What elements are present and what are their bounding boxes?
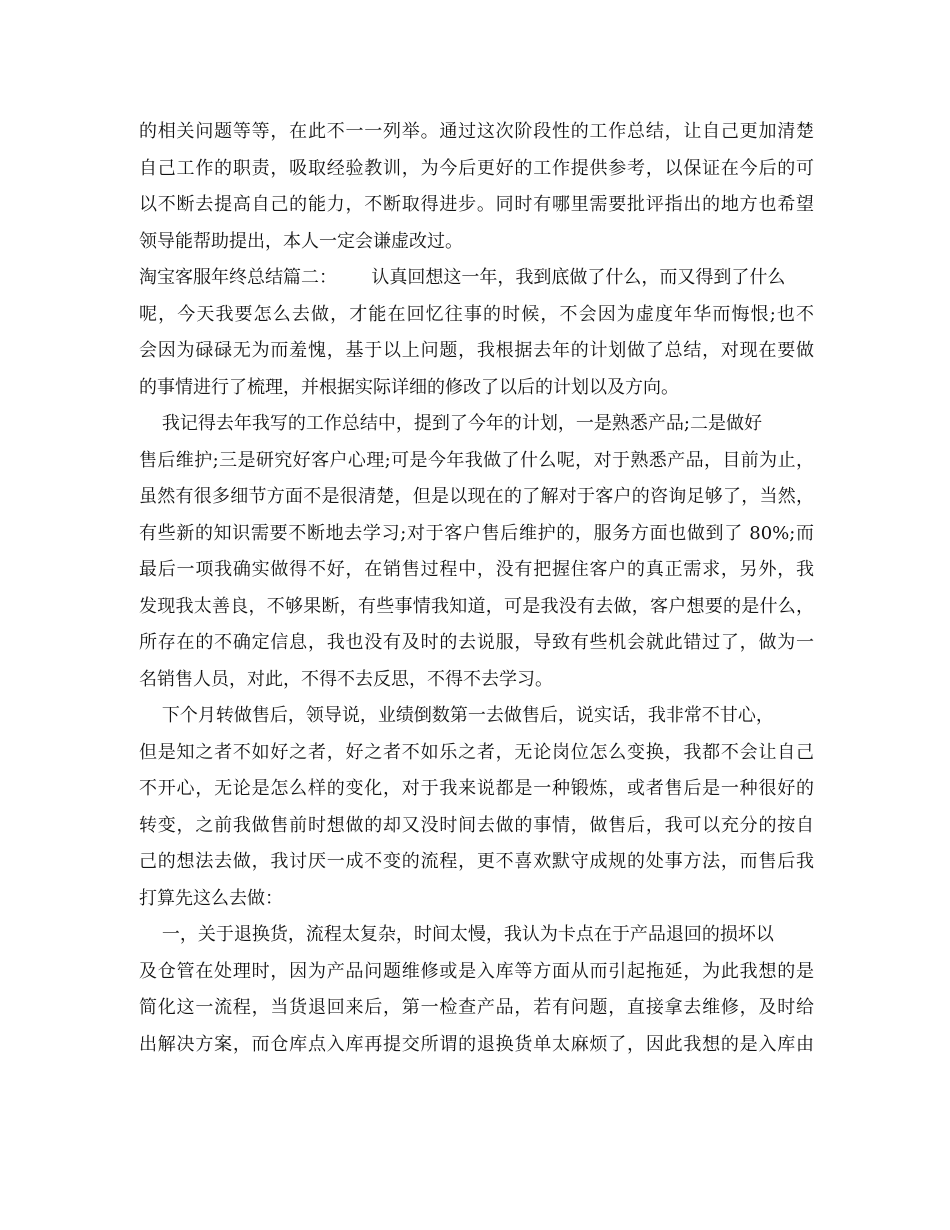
- text-line: 转变，之前我做售前时想做的却又没时间去做的事情，做售后，我可以充分的按自: [139, 814, 814, 836]
- text-line: 不开心，无论是怎么样的变化，对于我来说都是一种锻炼，或者售后是一种很好的: [139, 778, 814, 799]
- text-line: 呢，今天我要怎么去做，才能在回忆往事的时候，不会因为虚度年华而悔恨;也不: [139, 303, 814, 325]
- text-line: 但是知之者不如好之者，好之者不如乐之者，无论岗位怎么变换，我都不会让自己: [139, 741, 814, 763]
- text-line: 会因为碌碌无为而羞愧，基于以上问题，我根据去年的计划做了总结，对现在要做: [139, 340, 814, 361]
- paragraph-start-line: 下个月转做售后，领导说，业绩倒数第一去做售后，说实话，我非常不甘心，: [139, 705, 774, 726]
- text-line: 领导能帮助提出，本人一定会谦虚改过。: [139, 230, 463, 252]
- paragraph-start-line: 我记得去年我写的工作总结中，提到了今年的计划，一是熟悉产品;二是做好: [139, 413, 762, 434]
- text-line: 虽然有很多细节方面不是很清楚，但是以现在的了解对于客户的咨询足够了，当然，: [139, 486, 814, 507]
- section-heading-line: 淘宝客服年终总结篇二： 认真回想这一年，我到底做了什么，而又得到了什么: [139, 267, 786, 288]
- text-line: 的事情进行了梳理，并根据实际详细的修改了以后的计划以及方向。: [139, 376, 679, 398]
- document-body: [139, 114, 814, 1063]
- text-line: 自己工作的职责，吸取经验教训，为今后更好的工作提供参考，以保证在今后的可: [139, 157, 814, 179]
- text-line: 所存在的不确定信息，我也没有及时的去说服，导致有些机会就此错过了，做为一: [139, 632, 814, 653]
- text-line: 售后维护;三是研究好客户心理;可是今年我做了什么呢，对于熟悉产品，目前为止，: [139, 449, 814, 471]
- paragraph-start-line: 一，关于退换货，流程太复杂，时间太慢，我认为卡点在于产品退回的损坏以: [139, 924, 774, 945]
- text-line: 的相关问题等等，在此不一一列举。通过这次阶段性的工作总结，让自己更加清楚: [139, 121, 814, 142]
- text-line: 己的想法去做，我讨厌一成不变的流程，更不喜欢默守成规的处事方法，而售后我: [139, 851, 814, 872]
- text-line: 名销售人员，对此，不得不去反思，不得不去学习。: [139, 668, 553, 690]
- text-line: 以不断去提高自己的能力，不断取得进步。同时有哪里需要批评指出的地方也希望: [139, 194, 814, 215]
- text-line: 发现我太善良，不够果断，有些事情我知道，可是我没有去做，客户想要的是什么，: [139, 595, 814, 617]
- text-line: 简化这一流程，当货退回来后，第一检查产品，若有问题，直接拿去维修，及时给: [139, 997, 814, 1018]
- text-line: 最后一项我确实做得不好，在销售过程中，没有把握住客户的真正需求，另外，我: [139, 559, 814, 580]
- text-line: 及仓管在处理时，因为产品问题维修或是入库等方面从而引起拖延，为此我想的是: [139, 960, 814, 982]
- text-line: 打算先这么去做：: [139, 887, 283, 909]
- text-line: 出解决方案，而仓库点入库再提交所谓的退换货单太麻烦了，因此我想的是入库由: [139, 1033, 814, 1055]
- text-line: 有些新的知识需要不断地去学习;对于客户售后维护的，服务方面也做到了 80%;而: [139, 522, 814, 544]
